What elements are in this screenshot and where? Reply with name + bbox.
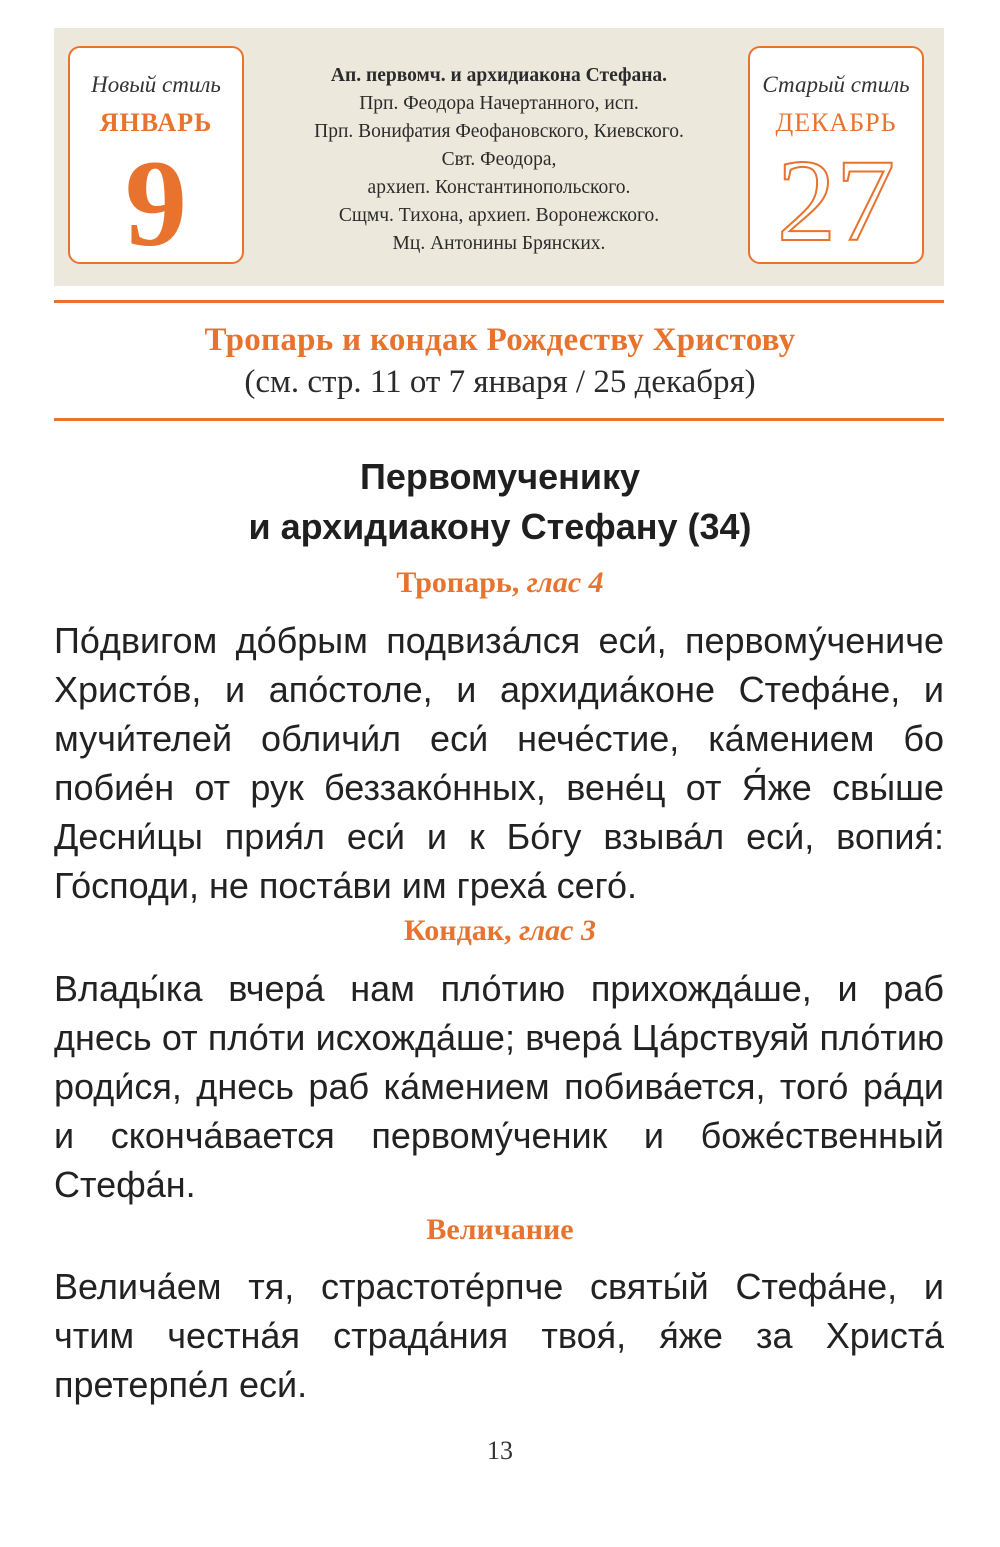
saint-line: Сщмч. Тихона, архиеп. Воронежского. bbox=[338, 205, 660, 226]
troparion-heading bbox=[0, 566, 1000, 600]
old-style-label: Старый стиль bbox=[762, 72, 910, 97]
saint-line: Прп. Феодора Начертанного, исп. bbox=[359, 93, 639, 114]
reference-subtitle: (см. стр. 11 от 7 января / 25 декабря) bbox=[244, 364, 756, 400]
saints-list bbox=[269, 62, 729, 258]
reference-title: Тропарь и кондак Рождеству Христову bbox=[204, 322, 796, 358]
divider-bottom bbox=[54, 418, 944, 421]
kontakion-tone: глас 3 bbox=[519, 914, 596, 947]
troparion-text: По́двигом до́брым подвиза́лся еси́, первому́чениче Христо́в, и апо́столе, и архидиа́коне Стефа́не, и мучи́телей обличи́л еси́ нече́стие, ка́мением бо побие́н от рук беззако́нных, вене́ц от Я́же свы́ше Десни́цы прия́л еси́ и к Бо́гу взыва́л еси́, вопия́: Го́споди, не поста́ви им греха́ сего́. bbox=[54, 620, 944, 906]
kontakion-text: Влады́ка вчера́ нам пло́тию прихожда́ше, и раб днесь от пло́ти исхожда́ше; вчера́ Ца́рствуяй пло́тию роди́ся, днесь раб ка́мением побива́ется, того́ ра́ди и сконча́вается первому́ченик и боже́ственный Стефа́н. bbox=[54, 968, 944, 1205]
troparion-label: Тропарь, bbox=[396, 566, 520, 599]
old-style-date-box bbox=[748, 46, 924, 264]
megalynarion-heading: Величание bbox=[426, 1213, 574, 1246]
divider-top bbox=[54, 300, 944, 303]
old-style-month: ДЕКАБРЬ bbox=[775, 108, 897, 137]
kontakion-heading bbox=[0, 914, 1000, 948]
old-style-day: 27 bbox=[777, 135, 895, 266]
troparion-tone: глас 4 bbox=[526, 566, 604, 599]
saint-line: Ап. первомч. и архидиакона Стефана. bbox=[330, 65, 668, 86]
new-style-month: ЯНВАРЬ bbox=[99, 108, 213, 137]
title-line-2: и архидиакону Стефану (34) bbox=[248, 506, 752, 547]
page-title bbox=[0, 452, 1000, 552]
saint-line: Свт. Феодора, bbox=[441, 149, 557, 170]
title-line-1: Первомученику bbox=[359, 456, 641, 497]
megalynarion-text: Велича́ем тя, страстоте́рпче святы́й Стефа́не, и чтим честна́я страда́ния твоя́, я́же за Христа́ претерпе́л еси́. bbox=[54, 1266, 944, 1405]
saint-line: Мц. Антонины Брянских. bbox=[392, 233, 606, 254]
new-style-label: Новый стиль bbox=[91, 72, 221, 97]
saint-line: Прп. Вонифатия Феофановского, Киевского. bbox=[314, 121, 684, 142]
calendar-header bbox=[54, 28, 944, 286]
new-style-date-box bbox=[68, 46, 244, 272]
kontakion-label: Кондак, bbox=[404, 914, 512, 947]
saint-line: архиеп. Константинопольского. bbox=[367, 177, 631, 198]
new-style-day: 9 bbox=[125, 135, 187, 272]
page-number: 13 bbox=[487, 1436, 513, 1465]
